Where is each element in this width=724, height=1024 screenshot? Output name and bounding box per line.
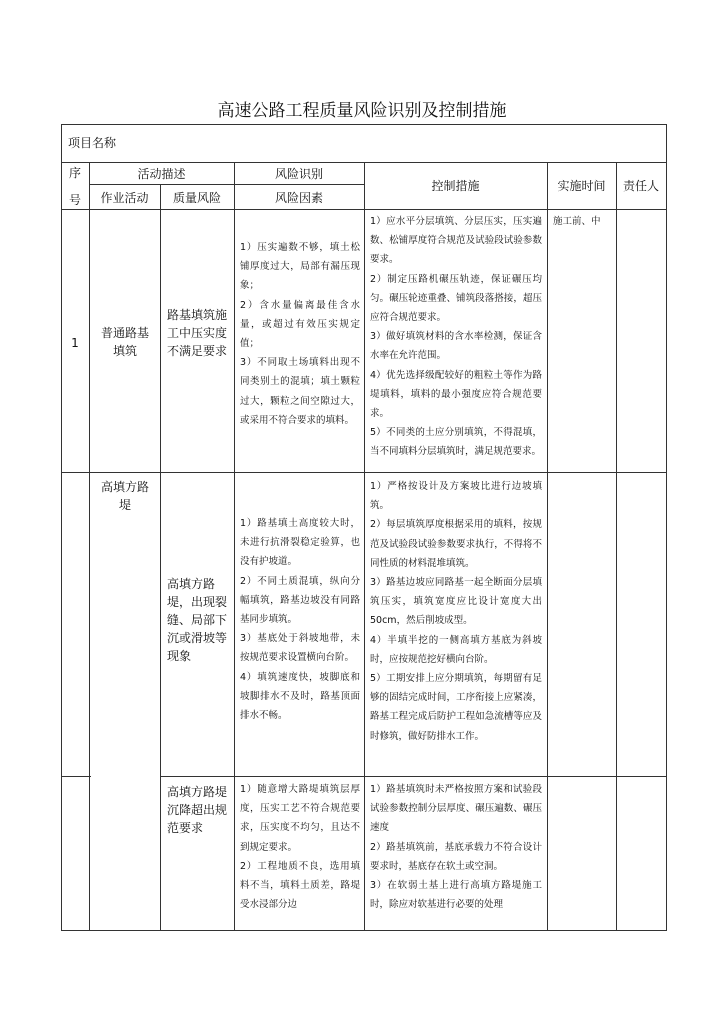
- row-risk: 路基填筑施工中压实度不满足要求: [167, 308, 228, 358]
- row-factors: 1）路基填土高度较大时，未进行抗滑裂稳定验算，也没有护坡道。 2）不同土质混填，纵向分幅填筑，路基边坡没有同路基同步填筑。 3）基底处于斜坡地带，未按规范要求设置横向台阶。 4）填筑速度快，坡脚底和坡脚排水不及时，路基顶面排水不畅。: [240, 518, 360, 722]
- header-seq-bottom: 号: [68, 193, 81, 207]
- row-time: 施工前、中: [553, 216, 601, 227]
- header-owner: 责任人: [622, 179, 659, 193]
- header-time: 实施时间: [557, 179, 606, 193]
- row-factors: 1）压实遍数不够，填土松铺厚度过大，局部有漏压现象； 2）含水量偏离最佳含水量，或超过有效压实规定值； 3）不同取土场填料出现不同类别土的混填；填土颗粒过大，颗粒之间空隙过大，或采用不符合要求的填料。: [240, 242, 360, 426]
- row-activity: 普通路基填筑: [100, 326, 149, 358]
- header-seq-top: 序: [68, 166, 81, 180]
- header-risk-identify: 风险识别: [274, 167, 323, 181]
- header-control: 控制措施: [431, 179, 480, 193]
- header-work-activity: 作业活动: [100, 191, 149, 205]
- header-activity-desc: 活动描述: [137, 167, 186, 181]
- row-measures: 1）路基填筑时未严格按照方案和试验段试验参数控制分层厚度、碾压遍数、碾压速度 2）路基填筑前，基底承载力不符合设计要求时，基底存在软土或空洞。 3）在软弱土基上进行高填方路堤施工时，除应对软基进行必要的处理: [370, 784, 542, 911]
- row-measures: 1）应水平分层填筑、分层压实，压实遍数、松铺厚度符合规范及试验段试验参数要求。 2）制定压路机碾压轨迹，保证碾压均匀。碾压轮迹重叠、铺筑段落搭接，超压应符合规范要求。 3）做好填筑材料的含水率检测，保证含水率在允许范围。 4）优先选择级配较好的粗粒土等作为路堤填料，填料的最小强度应符合规范要求。 5）不同类的土应分别填筑，不得混填，当不同填料分层填筑时，满足规范要求。: [370, 216, 542, 458]
- header-risk-factors: 风险因素: [274, 191, 323, 205]
- row-factors: 1）随意增大路堤填筑层厚度，压实工艺不符合规范要求，压实度不均匀，且达不到规定要求。 2）工程地质不良，选用填料不当，填料土质差，路堤受水浸部分边: [240, 784, 360, 911]
- header-quality-risk: 质量风险: [172, 191, 221, 205]
- row-risk: 高填方路堤，出现裂缝、局部下沉或滑坡等现象: [167, 577, 228, 663]
- row-risk: 高填方路堤沉降超出规范要求: [167, 785, 228, 835]
- row-seq: 1: [71, 336, 79, 350]
- row-activity: 高填方路堤: [100, 480, 149, 512]
- page-title: 高速公路工程质量风险识别及控制措施: [217, 101, 507, 121]
- project-name-label: 项目名称: [68, 136, 117, 150]
- row-measures: 1）严格按设计及方案坡比进行边坡填筑。 2）每层填筑厚度根据采用的填料，按规范及试验段试验参数要求执行，不得将不同性质的材料混堆填筑。 3）路基边坡应同路基一起全断面分层填筑压实，填筑宽度应比设计宽度大出50cm，然后削坡成型。 4）半填半挖的一侧高填方基底为斜坡时，应按规范挖好横向台阶。 5）工期安排上应分期填筑，每期留有足够的固结完成时间，工序衔接上应紧凑，路基工程完成后防护工程如急流槽等应及时修筑，做好防排水工作。: [370, 481, 542, 742]
